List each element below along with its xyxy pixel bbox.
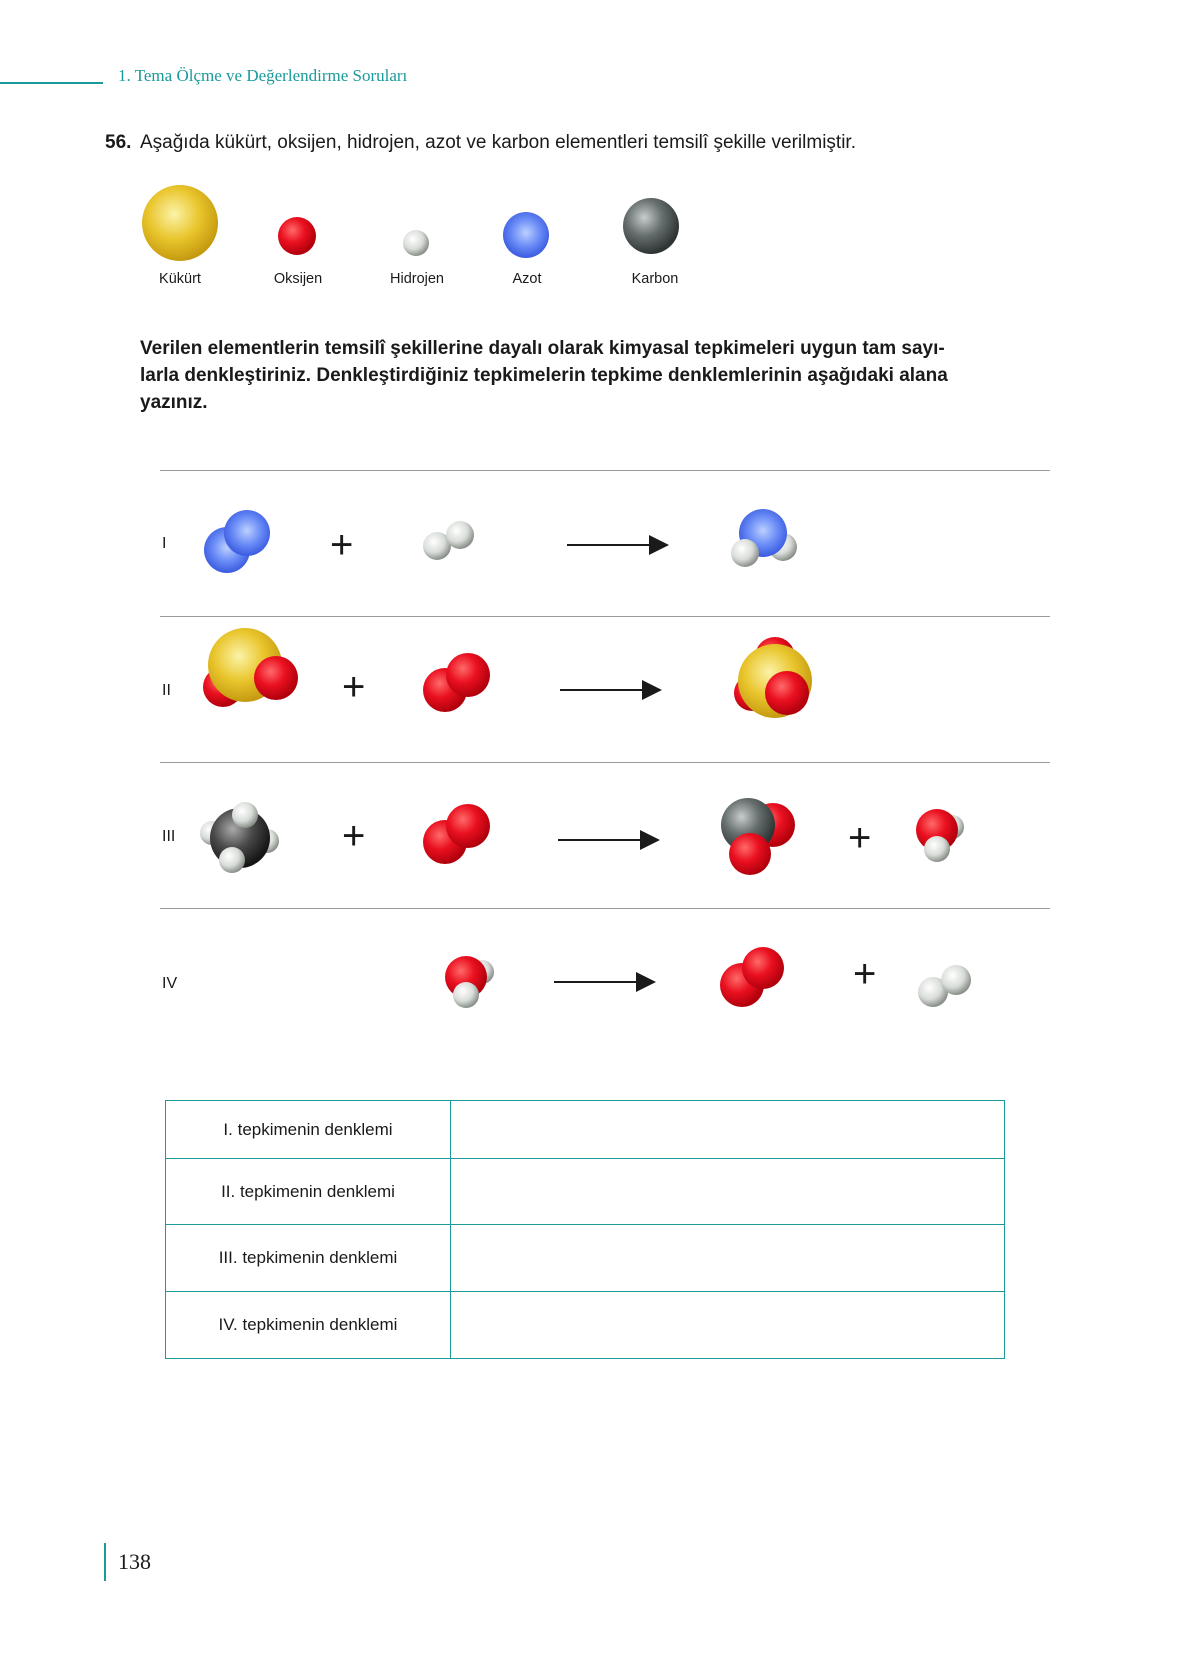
methane-molecule bbox=[200, 800, 285, 875]
divider-rule bbox=[160, 616, 1050, 617]
answer-label-3: III. tepkimenin denklemi bbox=[166, 1225, 451, 1292]
instruction-text bbox=[140, 335, 1020, 416]
answer-cell-2[interactable] bbox=[451, 1159, 1005, 1225]
reaction-arrow bbox=[565, 535, 675, 555]
legend-label-carbon: Karbon bbox=[631, 271, 679, 287]
legend-label-hydrogen: Hidrojen bbox=[390, 271, 444, 287]
table-row bbox=[166, 1159, 1005, 1225]
plus-sign: + bbox=[342, 665, 366, 709]
reaction-arrow bbox=[558, 680, 668, 700]
divider-rule bbox=[160, 470, 1050, 471]
plus-sign: + bbox=[330, 523, 354, 567]
legend-label-nitrogen: Azot bbox=[512, 271, 542, 287]
carbon-dioxide-molecule bbox=[720, 800, 800, 880]
sulfur-atom bbox=[142, 185, 218, 261]
instruction-line-2: larla denkleştiriniz. Denkleştirdiğiniz tepkimelerin tepkime denklemlerinin aşağıdaki alana bbox=[140, 365, 948, 386]
answer-label-1: I. tepkimenin denklemi bbox=[166, 1101, 451, 1159]
instruction-line-3: yazınız. bbox=[140, 392, 208, 413]
table-row bbox=[166, 1225, 1005, 1292]
sulfur-trioxide-molecule bbox=[730, 635, 820, 725]
reaction-numeral-2: II bbox=[162, 682, 171, 699]
hydrogen-atom bbox=[403, 230, 429, 256]
page-number: 138 bbox=[118, 1549, 151, 1574]
table-row bbox=[166, 1292, 1005, 1359]
answer-cell-1[interactable] bbox=[451, 1101, 1005, 1159]
sulfur-dioxide-molecule bbox=[200, 625, 300, 715]
legend-label-sulfur: Kükürt bbox=[159, 271, 201, 287]
answer-label-4: IV. tepkimenin denklemi bbox=[166, 1292, 451, 1359]
plus-sign: + bbox=[853, 952, 877, 996]
oxygen-molecule bbox=[420, 800, 500, 870]
divider-rule bbox=[160, 762, 1050, 763]
nitrogen-molecule bbox=[195, 500, 275, 580]
reaction-numeral-1: I bbox=[162, 535, 167, 552]
water-molecule bbox=[912, 805, 972, 865]
reaction-numeral-4: IV bbox=[162, 975, 178, 992]
nitrogen-atom bbox=[503, 212, 549, 258]
hydrogen-molecule bbox=[915, 960, 985, 1010]
reaction-arrow bbox=[556, 830, 666, 850]
header-rule bbox=[0, 82, 103, 84]
answer-cell-4[interactable] bbox=[451, 1292, 1005, 1359]
answer-cell-3[interactable] bbox=[451, 1225, 1005, 1292]
instruction-line-1: Verilen elementlerin temsilî şekillerine dayalı olarak kimyasal tepkimeleri uygun tam sayı- bbox=[140, 338, 945, 359]
reaction-numeral-3: III bbox=[162, 828, 176, 845]
legend-label-oxygen: Oksijen bbox=[273, 271, 323, 287]
hydrogen-molecule bbox=[420, 515, 490, 565]
section-title: 1. Tema Ölçme ve Değerlendirme Soruları bbox=[118, 66, 408, 85]
question-number: 56. bbox=[105, 132, 132, 153]
page-number-bar bbox=[104, 1543, 106, 1581]
water-molecule bbox=[440, 950, 500, 1010]
oxygen-molecule bbox=[715, 942, 795, 1012]
oxygen-atom bbox=[278, 217, 316, 255]
plus-sign: + bbox=[848, 816, 872, 860]
divider-rule bbox=[160, 908, 1050, 909]
carbon-atom bbox=[623, 198, 679, 254]
element-legend-atoms bbox=[140, 180, 700, 270]
reaction-arrow bbox=[552, 972, 662, 992]
question-text: Aşağıda kükürt, oksijen, hidrojen, azot ve karbon elementleri temsilî şekille verilmiştir. bbox=[140, 132, 856, 153]
answer-table bbox=[165, 1100, 1005, 1359]
table-row bbox=[166, 1101, 1005, 1159]
plus-sign: + bbox=[342, 814, 366, 858]
oxygen-molecule bbox=[420, 650, 500, 720]
answer-label-2: II. tepkimenin denklemi bbox=[166, 1159, 451, 1225]
ammonia-molecule bbox=[728, 505, 808, 575]
